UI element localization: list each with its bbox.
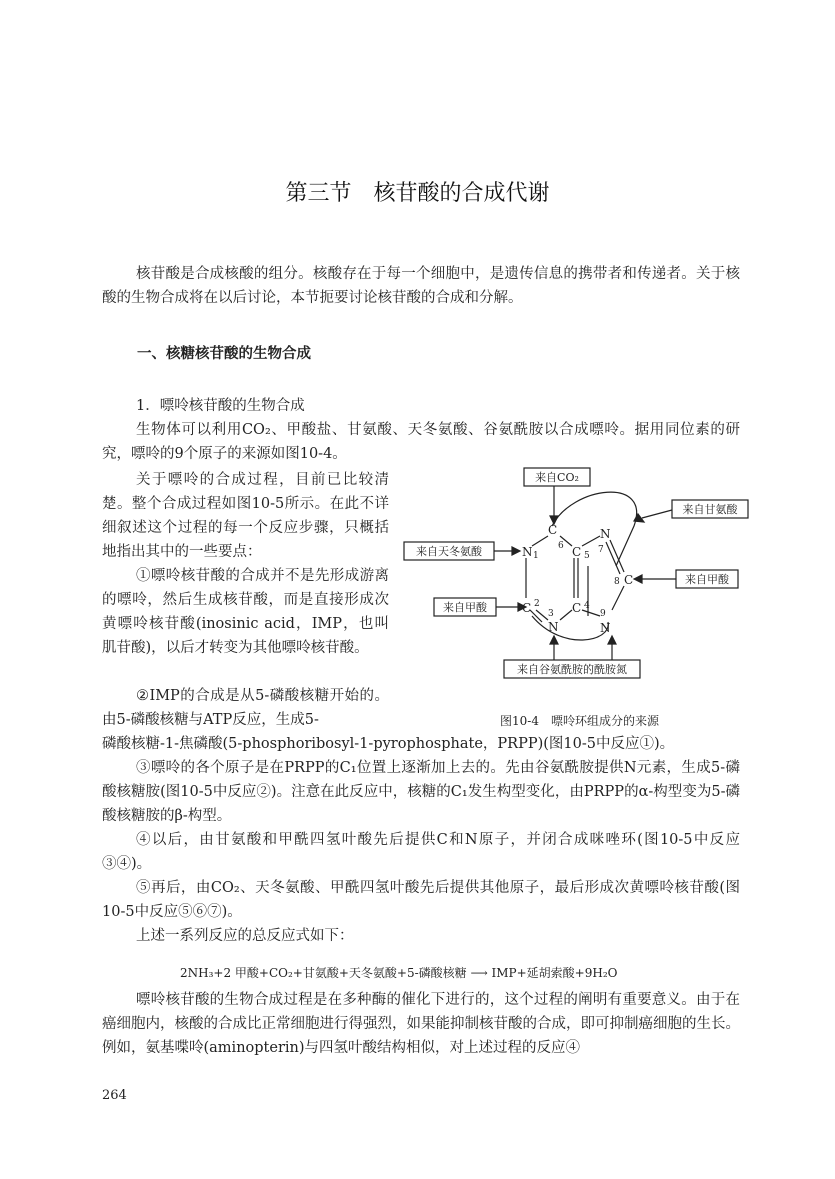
svg-text:N: N [548,620,559,634]
svg-text:2: 2 [534,599,540,609]
paragraph-point-3: ③嘌呤的各个原子是在PRPP的C₁位置上逐渐加上去的。先由谷氨酰胺提供N元素，生成5-磷酸核糖胺(图10-5中反应②)。注意在此反应中，核糖的C₁发生构型变化，由PRPP的α-构型变为5-磷酸核糖胺的β-构型。 [102,760,740,824]
svg-text:3: 3 [548,609,554,619]
label-glycine [672,500,748,518]
svg-text:6: 6 [558,541,564,551]
equation-reactants: 2NH₃+2 甲酸+CO₂+甘氨酸+天冬氨酸+5-磷酸核糖 [180,966,467,980]
svg-text:9: 9 [600,609,606,619]
page-title: 第三节 核苷酸的合成代谢 [285,181,550,206]
svg-text:来自甲酸: 来自甲酸 [443,601,487,614]
purine-ring-bonds [526,492,637,640]
paragraph-point-2-end: 磷酸核糖-1-焦磷酸(5-phosphoribosyl-1-pyrophosphate，PRPP)(图10-5中反应①)。 [102,736,675,752]
label-formate-right [676,570,738,588]
paragraph-purine-sources: 生物体可以利用CO₂、甲酸盐、甘氨酸、天冬氨酸、谷氨酰胺以合成嘌呤。据用同位素的研究，嘌呤的9个原子的来源如图10-4。 [102,422,740,462]
svg-text:C: C [624,573,634,587]
svg-text:8: 8 [614,577,620,587]
figure-caption: 图10-4 嘌呤环组成分的来源 [500,714,659,728]
label-formate-left [434,598,496,616]
svg-text:C: C [572,601,582,615]
reaction-arrow-icon: ⟶ [470,966,492,980]
svg-text:来自天冬氨酸: 来自天冬氨酸 [416,545,482,558]
paragraph-point-5: ⑤再后，由CO₂、天冬氨酸、甲酰四氢叶酸先后提供其他原子，最后形成次黄嘌呤核苷酸(图10-5中反应⑤⑥⑦)。 [102,880,740,920]
paragraph-point-2-start: ②IMP的合成是从5-磷酸核糖开始的。由5-磷酸核糖与ATP反应，生成5- [102,688,389,728]
equation-products: IMP+延胡索酸+9H₂O [491,966,618,980]
purine-sources-figure [402,466,758,706]
subsection-heading: 1．嘌呤核苷酸的生物合成 [136,398,305,414]
label-glutamine [504,660,640,678]
label-co2 [524,468,590,486]
svg-text:来自甲酸: 来自甲酸 [685,573,729,586]
intro-paragraph: 核苷酸是合成核酸的组分。核酸存在于每一个细胞中，是遗传信息的携带者和传递者。关于核酸的生物合成将在以后讨论，本节扼要讨论核苷酸的合成和分解。 [102,266,740,306]
svg-text:C: C [522,601,532,615]
paragraph-summary-intro: 上述一系列反应的总反应式如下： [136,928,354,944]
label-aspartate [404,542,494,560]
page-number: 264 [102,1088,127,1103]
svg-text:4: 4 [584,601,590,611]
svg-text:来自谷氨酰胺的酰胺氮: 来自谷氨酰胺的酰胺氮 [517,663,627,676]
svg-text:C: C [572,545,582,559]
paragraph-overview: 关于嘌呤的合成过程，目前已比较清楚。整个合成过程如图10-5所示。在此不详细叙述这个过程的每一个反应步骤，只概括地指出其中的一些要点： [102,472,389,560]
arrows [494,486,676,660]
svg-text:7: 7 [598,545,604,555]
svg-text:来自甘氨酸: 来自甘氨酸 [682,503,738,516]
svg-text:5: 5 [584,551,590,561]
svg-text:来自CO₂: 来自CO₂ [535,471,579,484]
overall-equation [180,964,617,981]
svg-text:N: N [600,527,611,541]
svg-text:1: 1 [533,551,539,561]
paragraph-point-1: ①嘌呤核苷酸的合成并不是先形成游离的嘌呤，然后生成核苷酸，而是直接形成次黄嘌呤核苷酸(inosinic acid，IMP，也叫肌苷酸)，以后才转变为其他嘌呤核苷酸。 [102,568,389,656]
section-heading: 一、核糖核苷酸的生物合成 [137,346,311,362]
svg-text:N: N [522,545,533,559]
svg-text:N: N [600,621,611,635]
paragraph-point-4: ④以后，由甘氨酸和甲酰四氢叶酸先后提供C和N原子，并闭合成咪唑环(图10-5中反应③④)。 [102,832,740,872]
svg-text:C: C [548,523,558,537]
paragraph-significance: 嘌呤核苷酸的生物合成过程是在多种酶的催化下进行的，这个过程的阐明有重要意义。由于在癌细胞内，核酸的合成比正常细胞进行得强烈，如果能抑制核苷酸的合成，即可抑制癌细胞的生长。例如，氨基喋呤(aminopterin)与四氢叶酸结构相似，对上述过程的反应④ [102,992,740,1056]
